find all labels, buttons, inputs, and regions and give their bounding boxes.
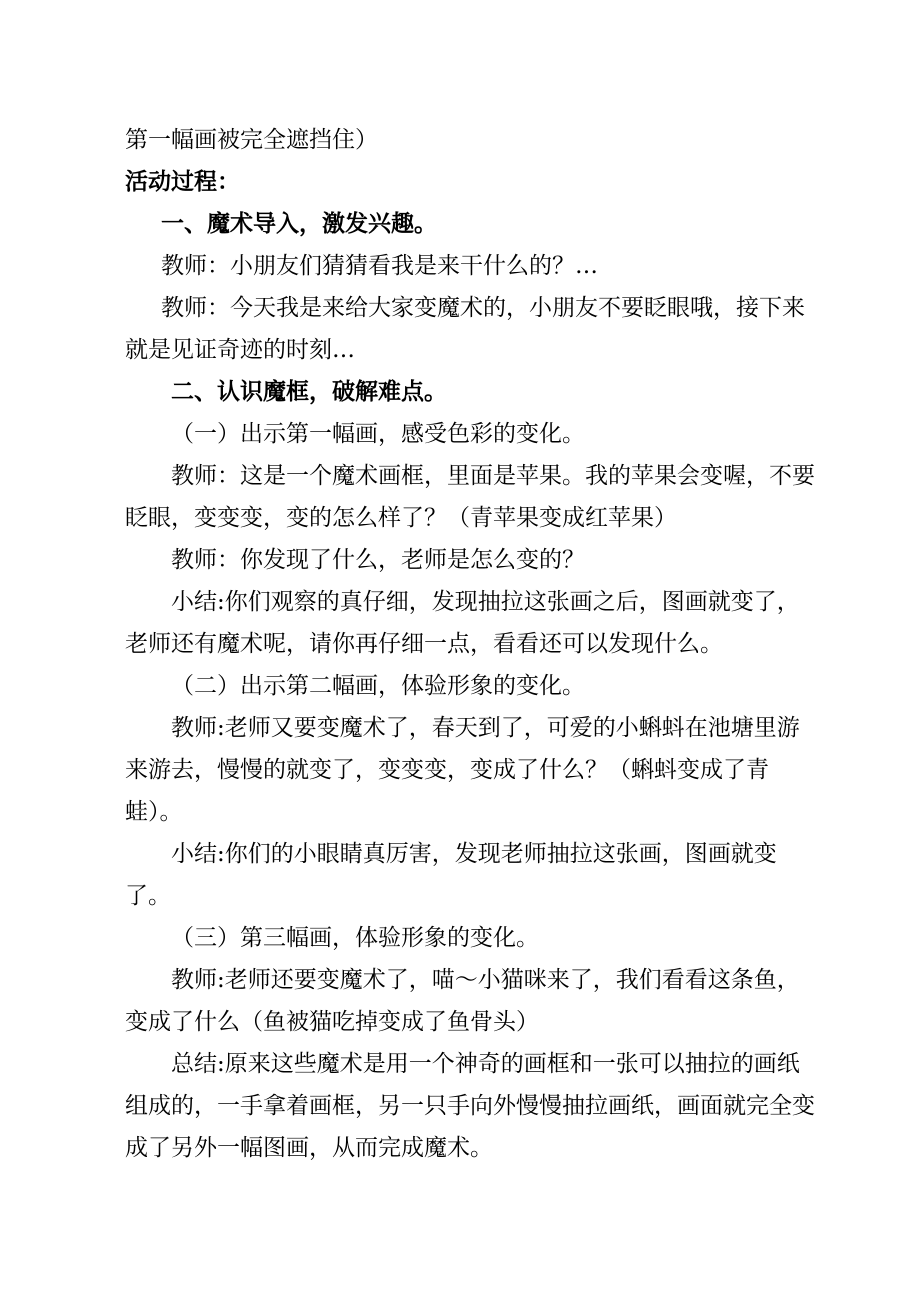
paragraph-teacher-3: 教师：这是一个魔术画框，里面是苹果。我的苹果会变喔，不要眨眼，变变变，变的怎么样了？（青苹果变成红苹果） <box>125 463 815 531</box>
paragraph-summary-2: 小结:你们的小眼睛真厉害，发现老师抽拉这张画，图画就变了。 <box>125 841 777 909</box>
paragraph-conclusion: 总结:原来这些魔术是用一个神奇的画框和一张可以抽拉的画纸组成的，一手拿着画框，另一只手向外慢慢抽拉画纸，画面就完全变成了另外一幅图画，从而完成魔术。 <box>125 1051 815 1161</box>
continued-text: 第一幅画被完全遮挡住） <box>125 127 378 153</box>
paragraph-teacher-5: 教师:老师又要变魔术了，春天到了，可爱的小蝌蚪在池塘里游来游去，慢慢的就变了，变变变，变成了什么？（蝌蚪变成了青蛙）。 <box>125 715 800 825</box>
paragraph-teacher-6: 教师:老师还要变魔术了，喵～小猫咪来了，我们看看这条鱼，变成了什么（鱼被猫吃掉变成了鱼骨头） <box>125 967 800 1035</box>
subheading-1: （一）出示第一幅画，感受色彩的变化。 <box>171 421 585 447</box>
paragraph-teacher-2: 教师：今天我是来给大家变魔术的，小朋友不要眨眼哦，接下来就是见证奇迹的时刻… <box>125 295 805 363</box>
section-heading-1: 一、魔术导入，激发兴趣。 <box>161 211 437 237</box>
paragraph-teacher-4: 教师：你发现了什么，老师是怎么变的？ <box>171 547 585 573</box>
section-heading-2: 二、认识魔框，破解难点。 <box>171 379 447 405</box>
paragraph-summary-1: 小结:你们观察的真仔细，发现抽拉这张画之后，图画就变了，老师还有魔术呢，请你再仔细一点，看看还可以发现什么。 <box>125 589 800 657</box>
paragraph-teacher-1: 教师：小朋友们猜猜看我是来干什么的？… <box>161 253 598 279</box>
section-title-activity-process: 活动过程： <box>125 169 240 195</box>
subheading-3: （三）第三幅画，体验形象的变化。 <box>171 925 539 951</box>
subheading-2: （二）出示第二幅画，体验形象的变化。 <box>171 673 585 699</box>
document-body <box>125 119 815 1169</box>
